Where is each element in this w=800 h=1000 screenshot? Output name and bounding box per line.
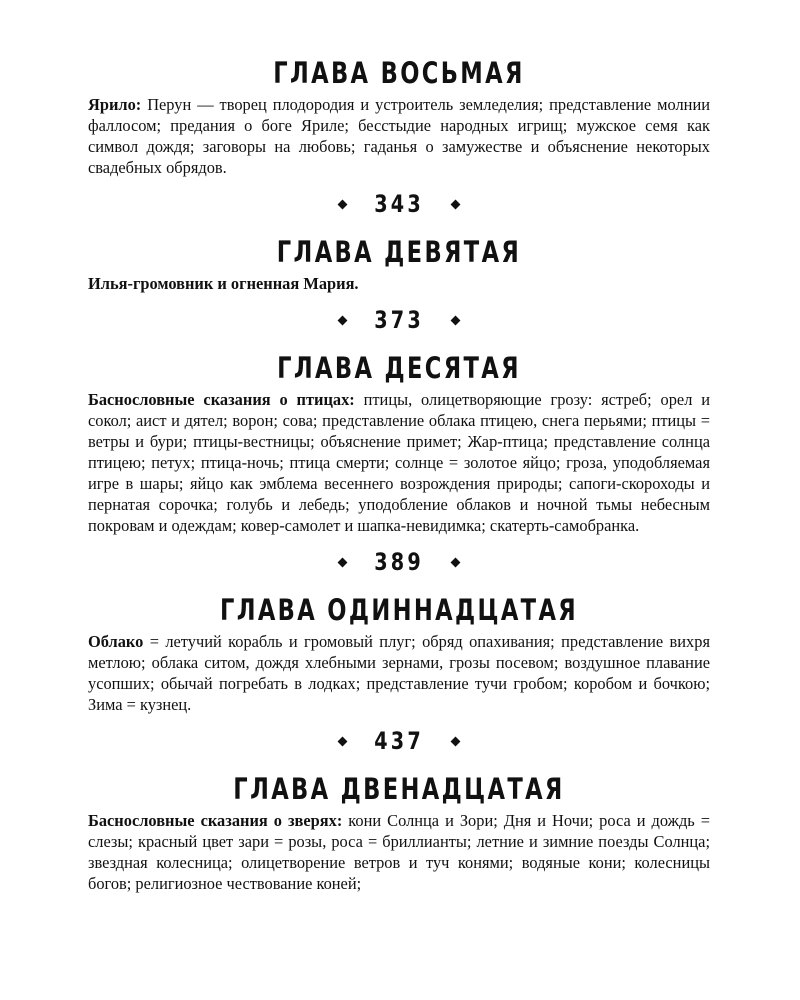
diamond-ornament-icon <box>337 736 347 746</box>
page-number: 437 <box>374 727 424 755</box>
chapter-title: ГЛАВА ДЕВЯТАЯ <box>276 235 522 269</box>
chapter-summary <box>88 273 710 294</box>
page-number: 389 <box>374 548 424 576</box>
page-marker <box>88 184 710 224</box>
chapter-lead: Баснословные сказания о птицах: <box>88 390 355 409</box>
chapter-summary <box>88 389 710 536</box>
chapter-summary <box>88 631 710 715</box>
chapter-11 <box>88 592 710 761</box>
chapter-text: Перун — творец плодородия и устроитель земледелия; представление молнии фаллосом; предания о боге Яриле; бесстыдие народных игрищ; мужское семя как символ дождя; заговоры на любовь; гаданья о замужестве и объяснение некоторых свадебных обрядов. <box>88 95 710 177</box>
chapter-lead: Баснословные сказания о зверях: <box>88 811 343 830</box>
chapter-text: = летучий корабль и громовый плуг; обряд опахивания; представление вихря метлою; облака ситом, дождя хлебными зернами, грозы посевом; воздушное плавание усопших; обычай погребать в лодках; представление тучи гробом; коробом и бочкою; Зима = кузнец. <box>88 632 710 714</box>
page-marker <box>88 300 710 340</box>
chapter-lead: Облако <box>88 632 144 651</box>
chapter-8 <box>88 55 710 224</box>
chapter-text: кони Солнца и Зори; Дня и Ночи; роса и дождь = слезы; красный цвет зари = розы, роса = бриллианты; летние и зимние поезды Солнца; звездная колесница; олицетворение ветров и туч конями; водяные кони; колесницы богов; религиозное чествование коней; <box>88 811 710 893</box>
diamond-ornament-icon <box>451 736 461 746</box>
chapter-10 <box>88 350 710 582</box>
chapter-summary <box>88 810 710 894</box>
chapter-summary <box>88 94 710 178</box>
page-number: 343 <box>374 190 424 218</box>
chapter-12 <box>88 771 710 894</box>
chapter-title: ГЛАВА ДВЕНАДЦАТАЯ <box>233 772 565 806</box>
page-marker <box>88 721 710 761</box>
chapter-text: птицы, олицетворяющие грозу: ястреб; орел и сокол; аист и дятел; ворон; сова; представление облака птицею, снега перьями; птицы = ветры и бури; птицы-вестницы; объяснение примет; Жар-птица; представление солнца птицею; петух; птица-ночь; птица смерти; солнце = золотое яйцо; гроза, уподобляемая игре в шары; яйцо как эмблема весеннего возрождения природы; сапоги-скороходы и пернатая сорочка; голубь и лебедь; уподобление облаков и ночной тьмы небесным покровам и одеждам; ковер-самолет и шапка-невидимка; скатерть-самобранка. <box>88 390 711 535</box>
diamond-ornament-icon <box>451 199 461 209</box>
diamond-ornament-icon <box>451 557 461 567</box>
chapter-lead: Ярило: <box>88 95 142 114</box>
table-of-contents-page <box>88 55 710 894</box>
chapter-lead: Илья-громовник и огненная Мария. <box>88 274 359 293</box>
page-marker <box>88 542 710 582</box>
chapter-title: ГЛАВА ДЕСЯТАЯ <box>277 351 521 385</box>
diamond-ornament-icon <box>337 557 347 567</box>
chapter-title: ГЛАВА ВОСЬМАЯ <box>273 56 525 90</box>
diamond-ornament-icon <box>337 199 347 209</box>
chapter-9 <box>88 234 710 340</box>
diamond-ornament-icon <box>451 315 461 325</box>
diamond-ornament-icon <box>337 315 347 325</box>
page-number: 373 <box>374 306 424 334</box>
chapter-title: ГЛАВА ОДИННАДЦАТАЯ <box>219 593 579 627</box>
